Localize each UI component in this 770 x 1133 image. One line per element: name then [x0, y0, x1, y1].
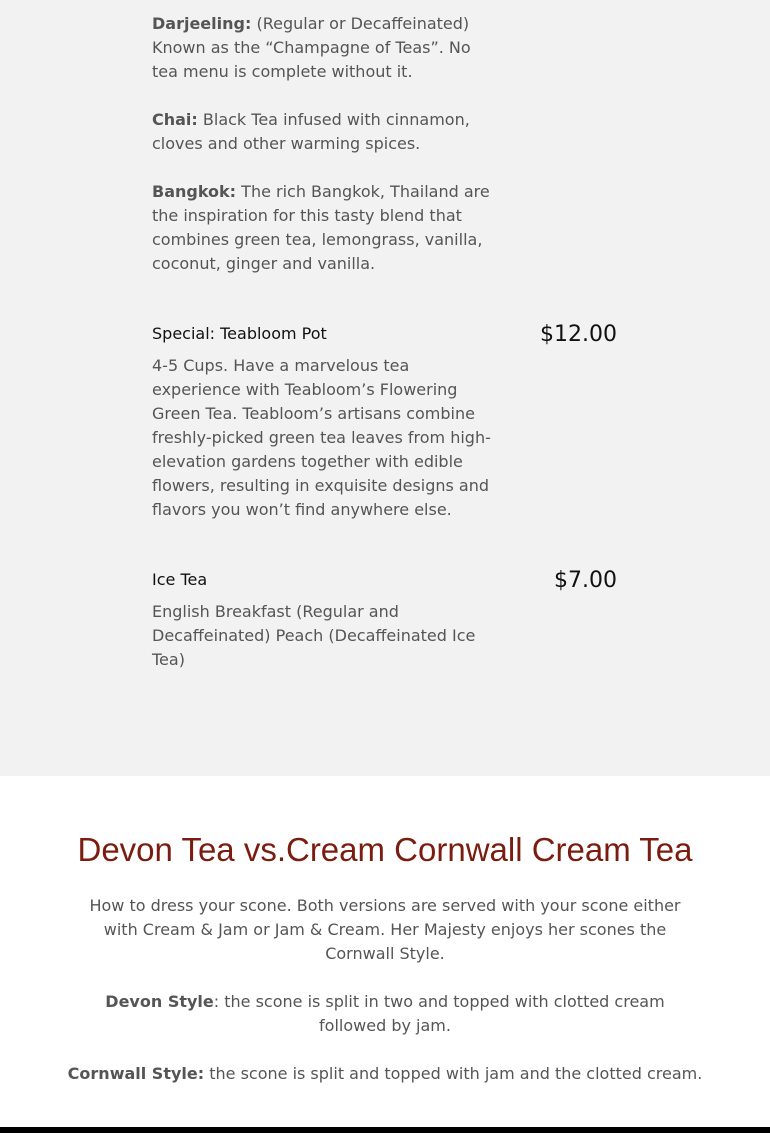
tea-name: Darjeeling:: [152, 14, 252, 33]
footer-bar: [0, 1127, 770, 1133]
tea-name: Chai:: [152, 110, 198, 129]
tea-name: Bangkok:: [152, 182, 237, 201]
menu-item-description-ice-tea: English Breakfast (Regular and Decaffeinated) Peach (Decaffeinated Ice Tea): [152, 602, 476, 669]
tea-description-chai: [152, 108, 492, 156]
section-heading: Devon Tea vs.Cream Cornwall Cream Tea: [77, 831, 693, 868]
tea-text: Black Tea infused with cinnamon, cloves and other warming spices.: [152, 110, 470, 153]
tea-text: (Regular or Decaffeinated) Known as the “Champagne of Teas”. No tea menu is complete without it.: [152, 14, 471, 81]
cream-tea-info-section: [0, 776, 770, 1127]
menu-item-price-teabloom: $12.00: [540, 322, 617, 347]
menu-item-description-teabloom: 4-5 Cups. Have a marvelous tea experience with Teabloom’s Flowering Green Tea. Teabloom’s artisans combine freshly-picked green tea leaves from high-elevation gardens together with edible flowers, resulting in exquisite designs and flavors you won’t find anywhere else.: [152, 356, 491, 519]
tea-description-darjeeling: [152, 12, 492, 84]
devon-style-label: Devon Style: [105, 992, 214, 1011]
intro-paragraph: How to dress your scone. Both versions are served with your scone either with Cream & Jam or Jam & Cream. Her Majesty enjoys her scones the Cornwall Style.: [89, 896, 681, 963]
cornwall-style-label: Cornwall Style:: [67, 1064, 205, 1083]
tea-description-bangkok: [152, 180, 492, 276]
menu-item-title-ice-tea: Ice Tea: [152, 570, 208, 589]
menu-item-price-ice-tea: $7.00: [554, 568, 617, 593]
devon-style-paragraph: [85, 990, 685, 1038]
menu-item-title-teabloom: Special: Teabloom Pot: [152, 324, 327, 343]
cornwall-style-paragraph: [60, 1062, 710, 1086]
devon-style-text: : the scone is split in two and topped with clotted cream followed by jam.: [213, 992, 665, 1035]
tea-text: The rich Bangkok, Thailand are the inspiration for this tasty blend that combines green tea, lemongrass, vanilla, coconut, ginger and vanilla.: [152, 182, 490, 273]
cornwall-style-text: the scone is split and topped with jam and the clotted cream.: [204, 1064, 703, 1083]
